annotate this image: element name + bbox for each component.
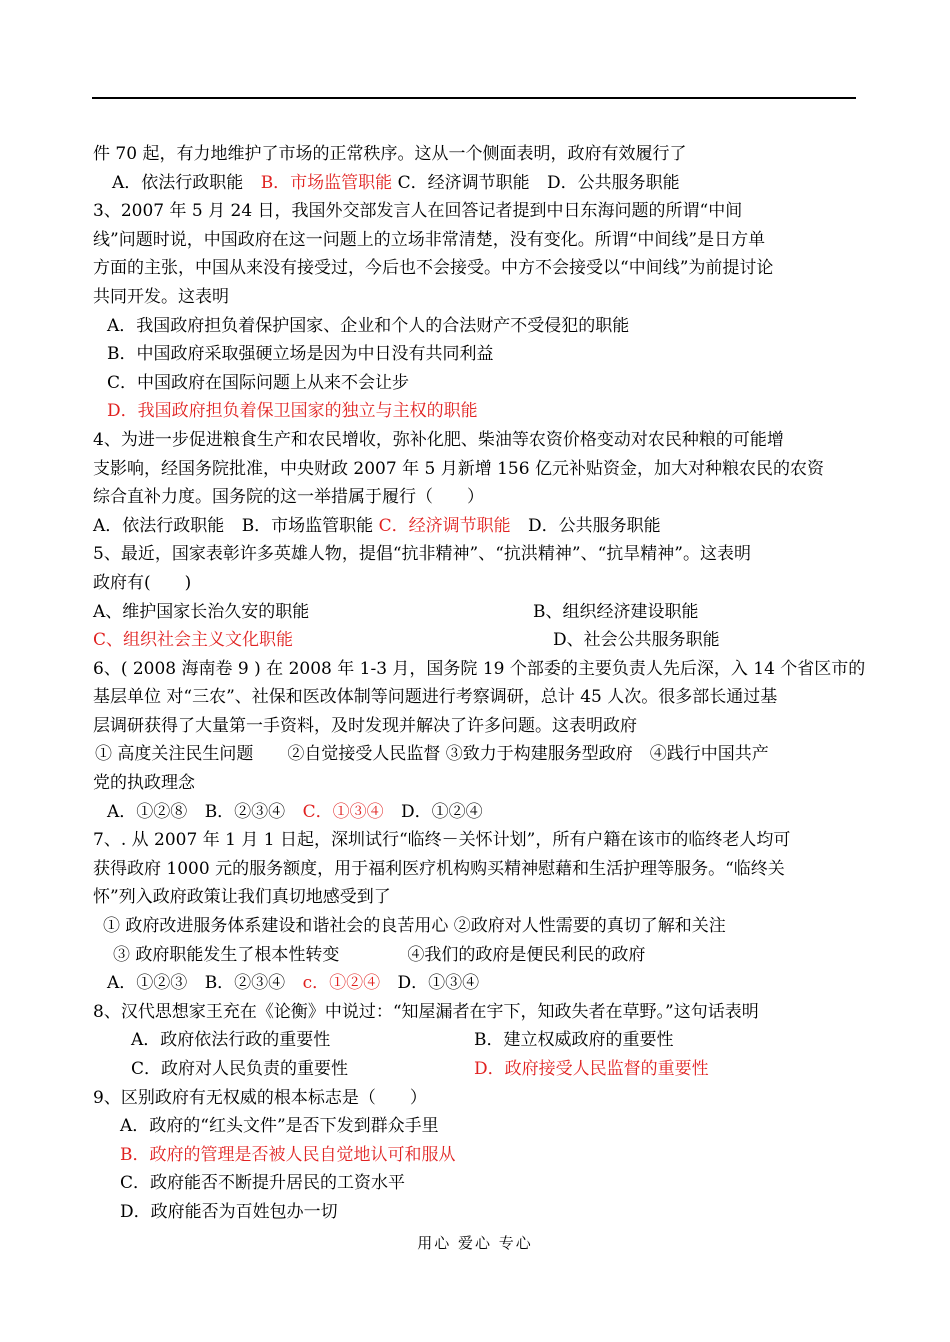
q8-option-b: B．建立权威政府的重要性 [474,1030,674,1051]
q4-option-a: A．依法行政职能 [93,515,225,536]
q8-options-row1 [93,1026,857,1055]
q3-line1: 3、2007 年 5 月 24 日，我国外交部发言人在回答记者提到中日东海问题的所谓“中间 [93,201,743,222]
q6-line2: 基层单位 对“三农”、社保和医改体制等问题进行考察调研，总计 45 人次。很多部长通过基 [93,687,778,708]
q7-option-d: D．①③④ [397,973,480,994]
q4-option-c-answer: C．经济调节职能 [378,515,511,536]
q7-line3: 怀”列入政府政策让我们真切地感受到了 [93,887,391,908]
q6-option-b: B．②③④ [204,801,286,822]
q3-line4: 共同开发。这表明 [93,286,229,307]
q7-option-b: B．②③④ [204,973,286,994]
q5-line1: 5、最近，国家表彰许多英雄人物，提倡“抗非精神”、“抗洪精神”、“抗旱精神”。这表明 [93,544,751,565]
q2-option-c: C．经济调节职能 [397,172,530,193]
q5-line2: 政府有( ) [93,572,192,593]
q8-option-d-answer: D．政府接受人民监督的重要性 [474,1059,709,1079]
q5-options-row1 [93,598,857,627]
q6-line4: ① 高度关注民生问题 ②自觉接受人民监督 ③致力于构建服务型政府 ④践行中国共产 [95,744,769,765]
q9-line1: 9、区别政府有无权威的根本标志是（ ） [93,1087,427,1108]
q8-line1: 8、汉代思想家王充在《论衡》中说过：“知屋漏者在宇下，知政失者在草野。”这句话表明 [93,1001,759,1022]
q4-line2: 支影响，经国务院批准，中央财政 2007 年 5 月新增 156 亿元补贴资金，加大对种粮农民的农资 [93,458,824,479]
q5-option-a: A、维护国家长治久安的职能 [93,601,310,622]
q3-option-d-answer: D．我国政府担负着保卫国家的独立与主权的职能 [107,401,478,422]
document-body [93,140,866,1227]
q4-option-d: D．公共服务职能 [528,515,661,536]
q3-line3: 方面的主张，中国从来没有接受过，今后也不会接受。中方不会接受以“中间线”为前提讨论 [93,258,774,279]
q2-option-b-answer: B．市场监管职能 [260,172,393,193]
q3-option-a: A．我国政府担负着保护国家、企业和个人的合法财产不受侵犯的职能 [107,315,630,336]
q8-option-a: A．政府依法行政的重要性 [131,1030,331,1051]
q5-option-b: B、组织经济建设职能 [533,601,699,622]
q9-option-d: D．政府能否为百姓包办一切 [120,1201,338,1222]
q4-line1: 4、为进一步促进粮食生产和农民增收，弥补化肥、柴油等农资价格变动对农民种粮的可能增 [93,429,784,450]
q4-options [93,512,857,541]
q7-line2: 获得政府 1000 元的服务额度，用于福利医疗机构购买精神慰藉和生活护理等服务。“临终关 [93,858,785,879]
q2-options [93,169,857,198]
q9-option-c: C．政府能否不断提升居民的工资水平 [120,1173,406,1194]
q2-option-a: A．依法行政职能 [112,172,244,193]
q6-option-a: A．①②⑧ [107,801,188,822]
q8-options-row2 [93,1055,857,1084]
q7-line4: ① 政府改进服务体系建设和谐社会的良苦用心 ②政府对人性需要的真切了解和关注 [103,916,726,937]
q7-options [93,969,857,998]
q5-option-d: D、社会公共服务职能 [553,630,720,651]
q3-option-b: B．中国政府采取强硬立场是因为中日没有共同利益 [107,344,494,365]
q5-option-c-answer: C、组织社会主义文化职能 [93,630,294,651]
page-footer: 用心 爱心 专心 [417,1234,533,1252]
q6-option-d: D．①②④ [401,801,483,822]
q5-options-row2 [93,626,857,655]
q4-option-b: B．市场监管职能 [241,515,374,536]
q7-option-a: A．①②③ [107,973,188,994]
q9-option-b-answer: B．政府的管理是否被人民自觉地认可和服从 [120,1144,456,1165]
q7-option-c-answer: c．①②④ [302,973,381,994]
q3-line2: 线”问题时说，中国政府在这一问题上的立场非常清楚，没有变化。所谓“中间线”是日方单 [93,229,766,250]
q6-line5: 党的执政理念 [93,773,195,794]
header-rule [92,97,856,99]
q7-line5: ③ 政府职能发生了根本性转变 ④我们的政府是便民利民的政府 [113,944,646,965]
q6-line3: 层调研获得了大量第一手资料，及时发现并解决了许多问题。这表明政府 [93,715,637,736]
q4-line3: 综合直补力度。国务院的这一举措属于履行（ ） [93,487,484,508]
q8-option-c: C．政府对人民负责的重要性 [131,1059,349,1079]
q6-option-c-answer: C．①③④ [302,801,384,822]
q6-options [93,798,857,827]
q9-option-a: A．政府的“红头文件”是否下发到群众手里 [120,1116,439,1137]
q2-option-d: D．公共服务职能 [547,172,680,193]
q2-tail: 件 70 起，有力地维护了市场的正常秩序。这从一个侧面表明，政府有效履行了 [93,144,687,164]
q7-line1: 7、. 从 2007 年 1 月 1 日起，深圳试行“临终－关怀计划”，所有户籍在该市的临终老人均可 [93,830,791,851]
q3-option-c: C．中国政府在国际问题上从来不会让步 [107,372,410,393]
q6-line1: 6、( 2008 海南卷 9 ) 在 2008 年 1-3 月，国务院 19 个部委的主要负责人先后深，入 14 个省区市的 [93,658,866,679]
